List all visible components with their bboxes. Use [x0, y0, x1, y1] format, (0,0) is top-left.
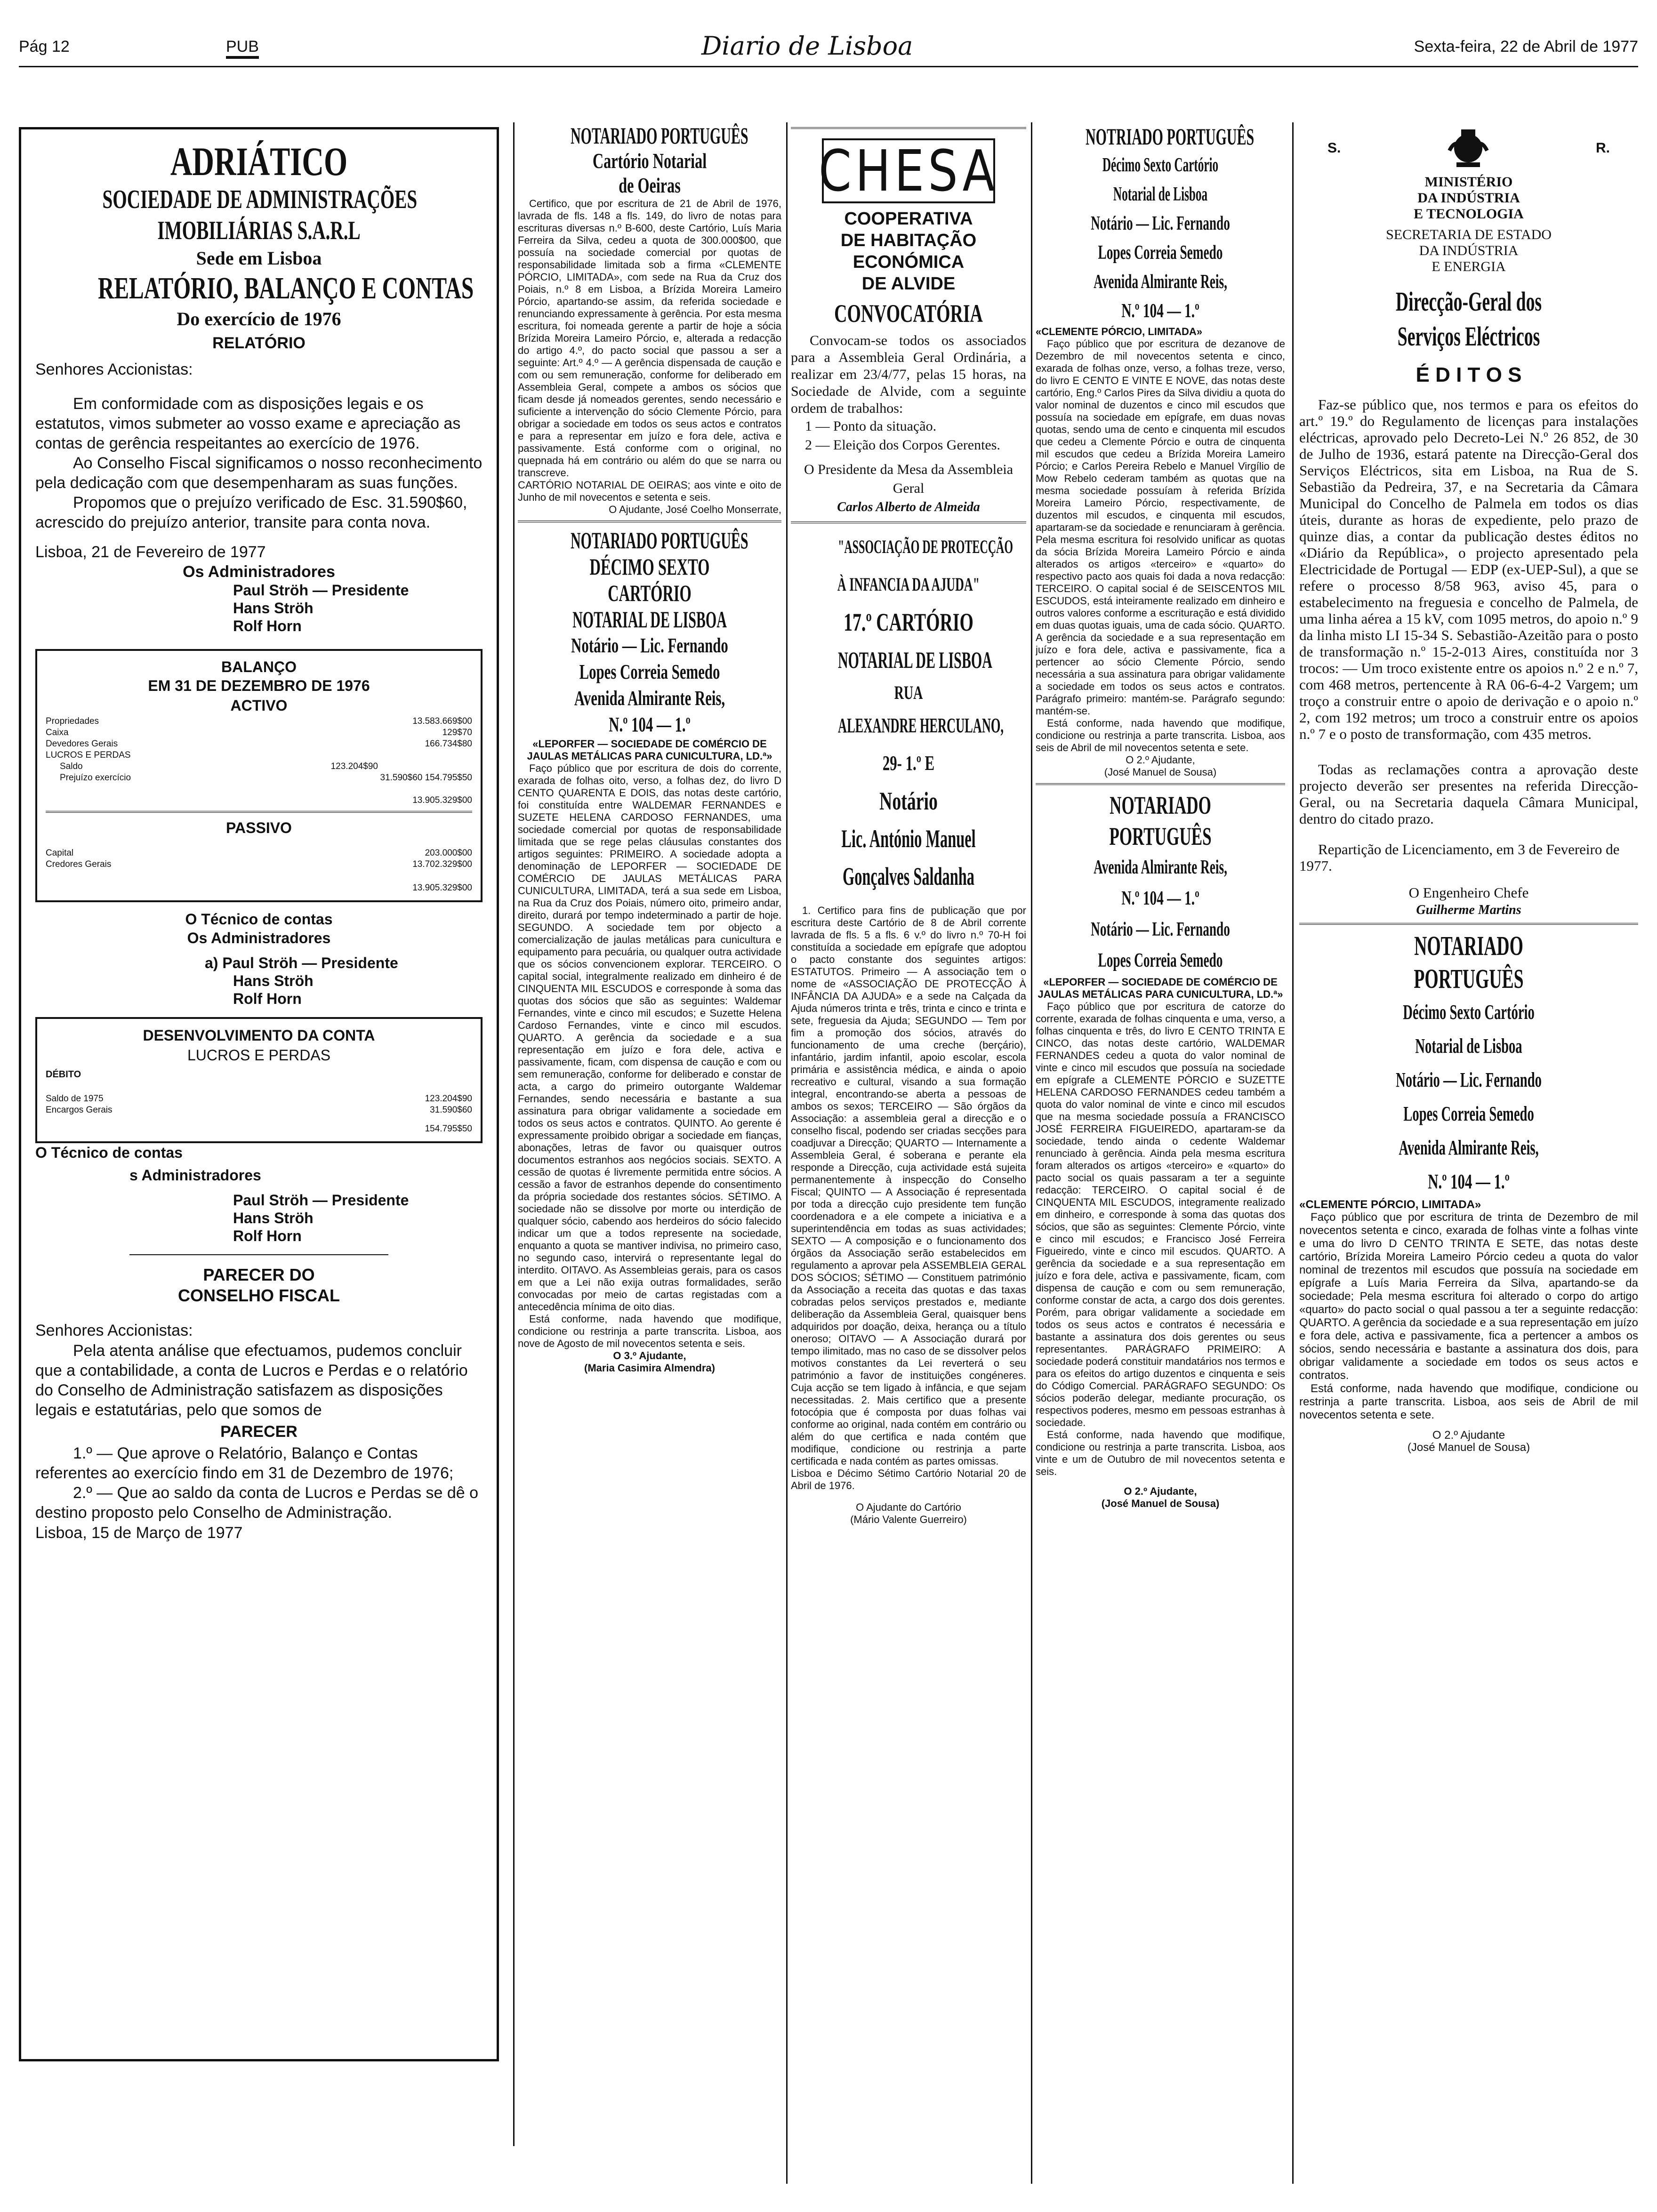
parecer-p1: Pela atenta análise que efectuamos, pudemos concluir que a contabilidade, a conta de Lucros e Perdas e o relatório do Conselho de Administração satisfazem as disposições legais e estatutárias, pelo que somos de [35, 1342, 468, 1419]
ministry-line: MINISTÉRIO [1424, 174, 1513, 190]
page-number: Pág 12 [19, 38, 70, 56]
signature-5: Hans Ströh [233, 972, 314, 989]
debito-label: DÉBITO [46, 1069, 81, 1080]
table-row: Propriedades 13.583.669$00 [46, 716, 472, 726]
notice-clemente-porcio-2 [1299, 930, 1638, 1454]
firm-name: «LEPORFER — SOCIEDADE DE COMÉRCIO DE JAULAS METÁLICAS PARA CUNICULTURA, LD.ª» [1038, 976, 1283, 1000]
notice-heading: NOTARIADO PORTUGUÊS [571, 527, 748, 553]
column-divider [1031, 122, 1032, 2184]
notice-closing: CARTÓRIO NOTARIAL DE OEIRAS; aos vinte e oito de Junho de mil novecentos e setenta e seis. [518, 479, 781, 503]
notice-heading: PORTUGUÊS [1109, 822, 1212, 850]
activo-rows [46, 716, 472, 784]
notary-number: N.º 104 — 1.º [1121, 888, 1199, 909]
firm-name: «LEPORFER — SOCIEDADE DE COMÉRCIO DE JAULAS METÁLICAS PARA CUNICULTURA, LD.ª» [527, 738, 772, 762]
notice-subheading: Notarial de Lisboa [1113, 184, 1208, 205]
column-2 [518, 122, 781, 2193]
chesa-notice [791, 127, 1026, 517]
convocatoria-body: Convocam-se todos os associados para a Assembleia Geral Ordinária, a realizar em 23/4/77, pelas 15 horas, na Sociedade de Alvide, com a seguinte ordem de trabalhos: [791, 333, 1026, 416]
notice-closing: Está conforme, nada havendo que modifique, condicione ou restrinja a parte transcrita. Lisboa, aos nove de Agosto de mil novecentos setenta e seis. [518, 1313, 781, 1349]
notice-heading: NOTARIADO [1414, 930, 1523, 961]
coat-of-arms-row [1299, 122, 1638, 174]
notice-body: Faço público que por escritura de dois do corrente, exarada de folhas oito, verso, a folhas dez, do livro D CENTO QUARENTA E DOIS, das notas deste cartório, foi constituída entre WALDEMAR FERNANDES e SUZETE HELENA CARDOSO FERNANDES, uma sociedade comercial por quotas de responsabilidade limitada que se rege pelas cláusulas constantes dos artigos seguintes: PRIMEIRO. A sociedade adopta a denominação de LEPORFER — SOCIEDADE DE COMÉRCIO DE JAULAS METÁLICAS PARA CUNICULTURA, LIMITADA, terá a sua sede em Lisboa, na Rua da Cruz dos Poiais, número oito, primeiro andar, direito, durará por tempo indeterminado a partir de hoje. SEGUNDO. A sociedade tem por objecto a comercialização de jaulas metálicas para cunicultura e equipamento para pecuária, ou qualquer outra actividade que os sócios convencionem explorar. TERCEIRO. O capital social, integralmente realizado em dinheiro é de CINQUENTA MIL ESCUDOS e corresponde à soma das quotas dos sócios que são as seguintes: Waldemar Fernandes, vinte e cinco mil escudos; e Suzette Helena Cardoso Fernandes, vinte e cinco mil escudos. QUARTO. A gerência da sociedade e a sua representação em juízo e fora dele, activa e passivamente, ficam, com dispensa de caução e com ou sem remuneração, conforme for deliberado e constar de acta, a cargo do primeiro outorgante Waldemar Fernandes, sendo necessária e bastante a sua assinatura para obrigar validamente a sociedade em todos os seus actos e contratos. QUINTO. Ao gerente é expressamente proibido obrigar a sociedade em fianças, abonações, letras de favor ou quaisquer outros documentos estranhos aos negócios sociais. SEXTO. A cessão de quotas é livremente permitida entre sócios. A cessão a favor de estranhos depende do consentimento da própria sociedade dos restantes sócios. SÉTIMO. A sociedade não se dissolve por morte ou interdição de qualquer sócio, cabendo aos herdeiros do sócio falecido indicar um que a todos represente na sociedade, enquanto a quota se mantiver indivisa, no primeiro caso, no segundo caso, intervirá o representante legal do interdito. OITAVO. As Assembleias gerais, para os casos em que a Lei não exija outras formalidades, serão convocadas por meio de cartas registadas com a antecedência mínima de oito dias. [518, 762, 781, 1313]
notice-leporfer-2 [1036, 790, 1285, 1510]
exercise-year: Do exercício de 1976 [177, 308, 341, 329]
notary-name: Lopes Correia Semedo [579, 660, 720, 683]
notice-signature: (José Manuel de Sousa) [1101, 1498, 1220, 1509]
notary-number: N.º 104 — 1.º [1121, 300, 1199, 322]
column-5 [1299, 122, 1638, 2193]
header-rule [19, 66, 1638, 67]
notice-heading: Notário [879, 787, 938, 815]
notice-heading: RUA [894, 682, 923, 703]
table-row: Saldo 123.204$90 [60, 761, 378, 771]
ministry-line: DA INDÚSTRIA [1417, 190, 1520, 206]
coop-line: COOPERATIVA [844, 209, 973, 229]
notice-signature: O 2.º Ajudante [1432, 1429, 1505, 1442]
notice-signature: (José Manuel de Sousa) [1407, 1441, 1530, 1454]
notice-closing: Lisboa e Décimo Sétimo Cartório Notarial 20 de Abril de 1976. [791, 1467, 1026, 1491]
notice-heading: NOTARIAL DE LISBOA [838, 647, 992, 673]
notice-body: Faço público que por escritura de trinta de Dezembro de mil novecentos setenta e cinco, exarada de folhas vinte a folhas vinte e uma do livro D CENTO TRINTA E SETE, das notas deste cartório, Brízida Moreira Lameiro Pórcio cedeu a quota do valor nominal de trezentos mil escudos que possuía na sociedade em epígrafe a Luís Maria Ferreira da Silva, apartando-se da sociedade; Pela mesma escritura foi alterado o corpo do artigo «quarto» do pacto social o qual passou a ter a seguinte redacção: QUARTO. A gerência da sociedade e a sua representação em juízo e fora dele, activa e passivamente, fica a pertencer a ambos os sócios, sendo necessária e bastante a assinatura dos dois, para obrigar validamente a sociedade em todos os seus actos e contratos. [1299, 1211, 1638, 1382]
editos-place: Repartição de Licenciamento, em 3 de Fevereiro de 1977. [1299, 841, 1620, 874]
coop-line: DE ALVIDE [861, 274, 956, 294]
ministerio-notice [1299, 122, 1638, 918]
column-divider [786, 122, 788, 2184]
associacao-notice [791, 528, 1026, 1526]
secretaria-line: DA INDÚSTRIA [1419, 243, 1519, 258]
notary-number: N.º 104 — 1.º [1428, 1170, 1510, 1193]
notary-line: Notário — Lic. Fernando [571, 634, 728, 657]
notice-heading: Gonçalves Saldanha [843, 862, 974, 890]
notice-subheading: Décimo Sexto Cartório [1403, 1001, 1535, 1024]
notice-body: Certifico, que por escritura de 21 de Abril de 1976, lavrada de fls. 148 a fls. 149, do livro de notas para escrituras diversas n.º B-600, deste Cartório, Luís Maria Ferreira da Silva, cedeu a quota de 300.000$00, que possuía na sociedade comercial por quotas de responsabilidade limitada sob a firma «CLEMENTE PÓRCIO, LIMITADA», com sede na Rua da Cruz dos Poiais, n.º 8 em Lisboa, a Brízida Moreira Lameiro Pórcio, apartando-se assim, da referida sociedade e renunciando expressamente à gerência. Por esta mesma escritura, foi nomeada gerente a partir de hoje a sócia Brízida Moreira Lameiro Pórcio, e, alterada a redacção do artigo 4.º, do pacto social que passou a ser a seguinte: Art.º 4.º — A gerência dispensada de caução e com ou sem remuneração, conforme for deliberado em Assembleia Geral, compete a ambos os sócios que ficam desde já nomeados gerentes, sendo necessário e suficiente a intervenção do sócio Clemente Pórcio, para obrigar a sociedade em todos os seus actos e contratos e para a representar em juízo e fora dele, activa e passivamente. Está conforme com o original, no quepnada há em contrário ou além do que se narra ou transcreve. [518, 198, 781, 479]
direccao-heading: Direcção-Geral dos [1395, 286, 1542, 317]
editos-heading: É D I T O S [1416, 363, 1522, 386]
company-name: ADRIÁTICO [170, 139, 348, 184]
balanco-date: EM 31 DE DEZEMBRO DE 1976 [148, 677, 370, 694]
notice-heading: NOTARIADO [1110, 791, 1211, 819]
notice-subheading: DÉCIMO SEXTO [589, 553, 710, 580]
parecer-heading: PARECER DO CONSELHO FISCAL [177, 1265, 340, 1305]
notice-subheading: de Oeiras [619, 173, 681, 197]
notary-name: Lopes Correia Semedo [1098, 950, 1223, 971]
notary-address: Avenida Almirante Reis, [1094, 857, 1227, 878]
column-3 [791, 122, 1026, 2193]
company-seat: Sede em Lisboa [196, 248, 322, 269]
adriatico-ad [19, 127, 499, 2061]
company-subtitle-1: SOCIEDADE DE ADMINISTRAÇÕES [102, 185, 418, 214]
admins-label: Os Administradores [183, 563, 335, 581]
signature-4: a) Paul Ströh — Presidente [205, 954, 398, 971]
activo-total: 13.905.329$00 [412, 795, 472, 805]
notice-heading: 29- 1.º E [882, 752, 935, 775]
coop-line: DE HABITAÇÃO [840, 231, 977, 250]
passivo-heading: PASSIVO [226, 819, 292, 836]
agenda-item: 2 — Eleição dos Corpos Gerentes. [805, 437, 1000, 453]
column-4 [1036, 122, 1285, 2193]
report-date: Lisboa, 21 de Fevereiro de 1977 [35, 543, 266, 561]
notary-number: N.º 104 — 1.º [609, 713, 691, 736]
coat-of-arms-icon [1442, 122, 1494, 174]
notice-heading: PORTUGUÊS [1414, 963, 1524, 994]
notice-leporfer [518, 527, 781, 1374]
president-label: O Presidente da Mesa da Assembleia Geral [804, 462, 1014, 496]
secretaria-line: SECRETARIA DE ESTADO [1386, 227, 1552, 242]
report-p1: Em conformidade com as disposições legais e os estatutos, vimos submeter ao vosso exame e apreciação as contas de gerência respeitantes ao exercício de 1976. [35, 395, 461, 452]
table-row: Saldo de 1975 123.204$90 [46, 1094, 472, 1104]
notice-body: Faço público que por escritura de catorze do corrente, exarada de folhas cinquenta e uma, verso, a folhas cinquenta e três, do livro E CENTO TRINTA E CINCO, das notas deste cartório, WALDEMAR FERNANDES cedeu a quota do valor nominal de vinte e cinco mil escudos que possuía na sociedade em epígrafe a CLEMENTE PÓRCIO e SUZETTE HELENA CARDOSO FERNANDES cedeu também a quota do valor nominal de vinte e cinco mil escudos que na mesma sociedade possuía a FRANCISCO JOSÉ FERREIRA FIGUEIREDO, apartaram-se da sociedade, tendo ainda o cedente Waldemar renunciado à gerência. Ainda pela mesma escritura foram alterados os artigos «terceiro» e «quarto» do pacto social os quais passaram a ter a seguinte redacção: TERCEIRO. O capital social é de CINQUENTA MIL ESCUDOS, integramente realizado em dinheiro, e corresponde à soma das quotas dos sócios, que são as seguintes: Clemente Pórcio, vinte e cinco mil escudos; e Francisco José Ferreira Figueiredo, vinte e cinco mil escudos. QUARTO. A gerência da sociedade e a sua representação em juízo e fora dele, activa e passivamente, ficam, com dispensa de caução e com ou sem remuneração, conforme constar de acta, a cargo dos dois gerentes. Porém, para obrigar validamente a sociedade em todos os seus actos e contratos é necessária e bastante a assinatura dos dois gerentes ou seus representantes. PARÁGRAFO PRIMEIRO: A sociedade poderá constituir mandatários nos termos e para os efeitos do artigo duzentos e cinquenta e seis do Código Comercial. PARÁGRAFO SEGUNDO: Os sócios poderão delegar, mediante procuração, os respectivos poderes, mesmo em pessoas estranhas à sociedade. [1036, 1001, 1285, 1428]
notice-signature: (Maria Casimira Almendra) [584, 1362, 715, 1374]
balanco-title: BALANÇO [221, 658, 297, 675]
notice-closing: Está conforme, nada havendo que modifique, condicione ou restrinja a parte transcrita. Lisboa, aos seis de Abril de mil novecentos setenta e sete. [1036, 717, 1285, 753]
tecnico-label-2: O Técnico de contas [35, 1144, 183, 1161]
parecer-label: PARECER [220, 1423, 298, 1441]
notice-subheading: CARTÓRIO [608, 580, 692, 606]
notice-signature: O 2.º Ajudante, [1124, 1485, 1197, 1497]
notice-heading: Lic. António Manuel [841, 825, 976, 853]
notary-name: Lopes Correia Semedo [1403, 1102, 1534, 1125]
convocatoria-heading: CONVOCATÓRIA [834, 299, 983, 328]
notice-body: 1. Certifico para fins de publicação que por escritura deste Cartório de 8 de Abril corrente lavrada de fls. 5 a fls. 6 v.º do livro n.º 70-H foi constituída a sociedade em epígrafe que adoptou o pacto constante dos seguintes artigos: ESTATUTOS. Primeiro — A associação tem o nome de «ASSOCIAÇÃO DE PROTECÇÃO À INFÂNCIA DA AJUDA» e a sede na Calçada da Ajuda números trinta e três, trinta e cinco e trinta e sete, freguesia da Ajuda; SEGUNDO — Tem por fim a promoção dos sócios, através do funcionamento de uma creche (berçário), infantário, jardim infantil, apoio escolar, escola primária e assistência médica, e ainda o apoio recreativo e cultural, visando a sua formação integral, encontrando-se aberta a pessoas de ambos os sexos; TERCEIRO — São órgãos da Associação: a assembleia geral a direcção e o conselho fiscal, podendo ser criadas secções para coadjuvar a Direcção; QUARTO — Internamente a Assembleia Geral, é soberana e perante ela responde a Direcção, cuja actividade está sujeita permanentemente à inspecção do Conselho Fiscal; QUINTO — A Associação é representada por toda a direcção cujo presidente tem função coordenadora e a ele compete a iniciativa e a superintendência em todas as suas actividades; SEXTO — A composição e o funcionamento dos órgãos da Associação serão estabelecidos em regulamento a aprovar pela ASSEMBLEIA GERAL DOS SÓCIOS; SÉTIMO — Constituem património da Associação a receita das quotas e das taxas cobradas pelos serviços prestados e, mediante deliberação da Assembleia Geral, quaisquer bens adquiridos por doação, deixa, herança ou a título oneroso; OITAVO — A Associação durará por tempo ilimitado, mas no caso de se dissolver pelos motivos constantes da Lei reverterá o seu património a favor de instituições congéneres. Cuja acção se tem ligado à infância, e que sejam necessitadas. 2. Mais certifico que a presente fotocópia que é composta por duas folhas vai conforme ao original, nada contém em contrário ou além do que certifica e nada contém que modifique, condicione ou restrinja a parte certificada e nada contém as partes omissas. [791, 905, 1026, 1467]
direccao-heading: Serviços Eléctricos [1397, 321, 1540, 352]
desenv-sub: LUCROS E PERDAS [187, 1047, 331, 1064]
balanco-box [35, 649, 483, 902]
desenv-title: DESENVOLVIMENTO DA CONTA [143, 1027, 375, 1044]
notary-address: Avenida Almirante Reis, [1399, 1136, 1539, 1159]
notice-heading: 17.º CARTÓRIO [844, 608, 973, 636]
firm-name: «CLEMENTE PÓRCIO, LIMITADA» [1299, 1198, 1481, 1211]
notice-heading: NOTRIADO PORTUGUÊS [1086, 123, 1255, 150]
signature-3: Rolf Horn [233, 617, 302, 634]
report-title: RELATÓRIO, BALANÇO E CONTAS [98, 271, 474, 305]
notary-name: Lopes Correia Semedo [1098, 242, 1223, 264]
table-row: Credores Gerais 13.702.329$00 [46, 859, 472, 869]
notice-signature: O Ajudante do Cartório [856, 1501, 961, 1513]
president-name: Carlos Alberto de Almeida [837, 500, 980, 514]
notice-oeiras [518, 122, 781, 516]
company-subtitle-2: IMOBILIÁRIAS S.A.R.L [157, 216, 361, 245]
editos-body-2: Todas as reclamações contra a aprovação deste projecto deverão ser presentes na referida Direcção-Geral, ou na Secretaria daquela Câmara Municipal, dentro do citado prazo. [1299, 761, 1638, 827]
page-header [19, 28, 1638, 61]
desenvolvimento-box [35, 1017, 483, 1143]
table-row: LUCROS E PERDAS [46, 750, 131, 760]
column-divider [1292, 122, 1294, 2184]
notice-subheading: Notarial de Lisboa [1415, 1034, 1522, 1058]
column-divider [513, 122, 515, 2146]
report-p3: Propomos que o prejuízo verificado de Esc. 31.590$60, acrescido do prejuízo anterior, transite para conta nova. [35, 494, 467, 531]
signature-8: Hans Ströh [233, 1210, 314, 1226]
notary-line: Notário — Lic. Fernando [1091, 213, 1230, 234]
notice-subheading: Cartório Notarial [592, 149, 707, 173]
notary-address: Avenida Almirante Reis, [1094, 271, 1227, 293]
signature-6: Rolf Horn [233, 990, 302, 1007]
section-label: PUB [226, 38, 259, 59]
secretaria-line: E ENERGIA [1432, 259, 1506, 274]
notice-closing: Está conforme, nada havendo que modifique, condicione ou restrinja a parte transcrita. Lisboa, aos seis de Abril de mil novecentos setenta e sete. [1299, 1382, 1638, 1421]
table-row: Caixa 129$70 [46, 728, 472, 737]
notice-signature: (José Manuel de Sousa) [1104, 766, 1217, 778]
notice-subheading: Décimo Sexto Cartório [1102, 154, 1219, 176]
notary-line: Notário — Lic. Fernando [1396, 1068, 1542, 1091]
agenda-item: 1 — Ponto da situação. [805, 418, 937, 434]
activo-heading: ACTIVO [230, 697, 288, 714]
notice-subheading: NOTARIAL DE LISBOA [572, 606, 727, 633]
signature-7: Paul Ströh — Presidente [233, 1192, 409, 1209]
coop-line: ECONÓMICA [853, 252, 965, 272]
notice-closing: Está conforme, nada havendo que modifique, condicione ou restrinja a parte transcrita. Lisboa, aos vinte e um de Outubro de mil novecentos setenta e seis. [1036, 1429, 1285, 1477]
tecnico-label-1: O Técnico de contas [185, 911, 333, 928]
notice-body: Faço público que por escritura de dezanove de Dezembro de mil novecentos setenta e cinco, exarada de folhas onze, verso, a folhas treze, verso, do livro E CENTO E VINTE E NOVE, das notas deste cartório, Eng.º Carlos Pires da Silva dividiu a quota do valor nominal de duzentos e cinco mil escudos que possuía na sociedade em epígrafe, em duas novas quotas, sendo uma de cento e cinquenta mil escudos que cedeu a Clemente Pórcio e outra de cinquenta mil escudos que cedeu a Brízida Moreira Lameiro Pórcio; e Carlos Pereira Rebelo e Manuel Virgílio de Mow Rebelo cederam também as quotas que na mesma sociedade possuíam à referida Brízida Moreira Lameiro Pórcio, respectivamente, de duzentos mil escudos, e cinquenta mil escudos, apartaram-se da sociedade e renunciaram à gerência. Pela mesma escritura foi resolvido unificar as quotas da sócia Brízida Moreira Lameiro Pórcio e ainda alterados os artigos «terceiro» e «quarto» do respectivo pacto aos quais foi dada a nova redacção: TERCEIRO. O capital social é de SEISCENTOS MIL ESCUDOS, está inteiramente realizado em dinheiro e outros valores conforme a escrituração e está dividido em duas quotas iguais, uma de cada sócio. QUARTO. A gerência da sociedade e a sua representação em juízo e fora dele, activa e passivamente, fica a pertencer ao sócio Clemente Pórcio, sendo necessária a sua assinatura para obrigar validamente a sociedade em todos os seus actos e contratos. Parágrafo primeiro: mantém-se. Parágrafo segundo: mantém-se. [1036, 338, 1285, 717]
r-letter: R. [1595, 140, 1610, 156]
issue-date: Sexta-feira, 22 de Abril de 1977 [1414, 38, 1638, 56]
notice-heading: À INFANCIA DA AJUDA" [837, 574, 980, 595]
parecer-p2: 1.º — Que aprove o Relatório, Balanço e Contas referentes ao exercício findo em 31 de Dezembro de 1976; [35, 1444, 454, 1482]
admins-label-3: s Administradores [129, 1167, 261, 1184]
engineer-name: Guilherme Martins [1416, 903, 1521, 917]
table-row: Devedores Gerais 166.734$80 [46, 739, 472, 749]
signature-2: Hans Ströh [233, 600, 314, 617]
notice-heading: NOTARIADO PORTUGUÊS [571, 122, 748, 149]
notice-signature: O Ajudante, José Coelho Monserrate, [609, 504, 781, 515]
notice-signature: (Mário Valente Guerreiro) [850, 1514, 967, 1525]
table-row: Prejuízo exercício 31.590$60 154.795$50 [60, 773, 472, 783]
ministry-line: E TECNOLOGIA [1414, 206, 1524, 222]
report-p2: Ao Conselho Fiscal significamos o nosso reconhecimento pela dedicação com que desempenharam as suas funções. [35, 454, 483, 492]
passivo-total: 13.905.329$00 [412, 883, 472, 893]
engineer-label: O Engenheiro Chefe [1408, 884, 1529, 901]
table-row: Capital 203.000$00 [46, 848, 472, 858]
notice-signature: O 3.º Ajudante, [613, 1350, 686, 1362]
desenv-total: 154.795$50 [425, 1124, 472, 1134]
greeting-2: Senhores Accionistas: [35, 1322, 193, 1339]
editos-body: Faz-se público que, nos termos e para os efeitos do art.º 19.º do Regulamento de licenças para instalações eléctricas, aprovado pelo Decreto-Lei N.º 26 852, de 30 de Julho de 1936, estará patente na Direcção-Geral dos Serviços Eléctricos, sita em Lisboa, na Rua de S. Sebastião da Pedreira, 37, e na Secretaria da Câmara Municipal do Concelho de Palmela em todos os dias úteis, durante as horas de expediente, pelo prazo de quinze dias, a contar da publicação destes éditos no «Diário da República», o projecto apresentado pela Electricidade de Portugal — EDP (ex-UEP-Sul), a que se refere o processo 8/58 963, aviso 45, para o estabelecimento na freguesia e concelho de Palmela, de uma linha aérea a 15 kV, com 1095 metros, do apoio n.º 9 da linha misto LI 15-34 S. Sebastião-Azeitão para o posto de transformação n.º 15-2-013 Aires, constituída nor 3 trocos: — Um troco existente entre os apoios n.º 2 e n.º 7, com 468 metros, pertencente à RA 06-6-4-2 Vargem; um troço a construir entre o apoio de derivação e o apoio n.º 2, com 192 metros; um troco a construir entre os apoios n.º 7 e o posto de transformação, com 435 metros. [1299, 396, 1638, 742]
notice-clemente-porcio [1036, 122, 1285, 778]
parecer-p3: 2.º — Que ao saldo da conta de Lucros e Perdas se dê o destino proposto pelo Conselho de Administração. [35, 1484, 479, 1522]
greeting: Senhores Accionistas: [35, 361, 193, 378]
notice-signature: O 2.º Ajudante, [1126, 754, 1195, 766]
notice-heading: "ASSOCIAÇÃO DE PROTECÇÃO [838, 536, 1014, 557]
parecer-date: Lisboa, 15 de Março de 1977 [35, 1524, 243, 1542]
s-letter: S. [1327, 140, 1341, 156]
chesa-logo: CHESA [819, 137, 998, 204]
notary-address: Avenida Almirante Reis, [574, 687, 725, 710]
relatorio-heading: RELATÓRIO [212, 334, 306, 352]
admins-label-2: Os Administradores [187, 930, 331, 946]
table-row: Encargos Gerais 31.590$60 [46, 1105, 472, 1115]
signature-9: Rolf Horn [233, 1227, 302, 1244]
notice-heading: ALEXANDRE HERCULANO, [838, 714, 1004, 737]
firm-name: «CLEMENTE PÓRCIO, LIMITADA» [1036, 326, 1203, 337]
masthead: Diario de Lisboa [701, 31, 913, 61]
notary-line: Notário — Lic. Fernando [1091, 919, 1230, 940]
signature-1: Paul Ströh — Presidente [233, 582, 409, 599]
